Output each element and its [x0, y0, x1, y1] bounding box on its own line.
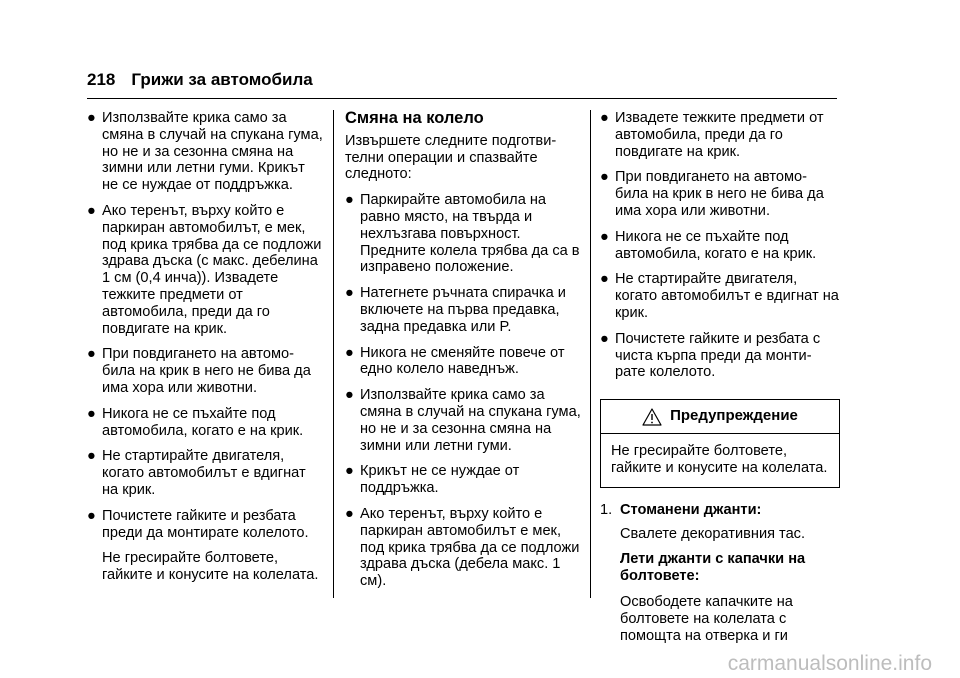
bullet-icon: ● — [600, 271, 609, 288]
list-item: ● Почистете гайките и резбата с чиста кърпа преди да монти‐ рате колелото. — [600, 330, 821, 381]
list-item: ● Никога не се пъхайте под автомобила, когато е на крик. — [87, 405, 304, 439]
warning-triangle-icon — [642, 408, 662, 426]
list-item: ● Извадете тежките предмети от автомобила, преди да го повдигате на крик. — [600, 110, 824, 160]
page-header — [87, 70, 313, 90]
watermark: carmanualsonline.info — [727, 652, 932, 675]
column-divider-left — [333, 110, 334, 598]
bullet-icon: ● — [87, 507, 96, 524]
list-item: ● При повдигането на автомо‐ била на крик в него не бива да има хора или животни. — [87, 346, 311, 396]
page-title: Грижи за автомобила — [131, 70, 313, 89]
bullet-icon: ● — [345, 192, 354, 209]
bullet-icon: ● — [600, 228, 609, 245]
list-item: ● Никога не сменяйте повече от едно колело наведнъж. — [345, 344, 565, 378]
bullet-icon: ● — [87, 110, 96, 126]
list-item: ● Натегнете ръчната спирачка и включете на първа предавка, задна предавка или P. — [345, 285, 566, 335]
warning-box — [600, 399, 840, 488]
bullet-icon: ● — [600, 330, 609, 347]
list-item: ● Не стартирайте двигателя, когато автомобилът е вдигнат на крик. — [87, 448, 306, 498]
closing-paragraph: Не гресирайте болтовете, гайките и конусите на колелата. — [102, 550, 319, 584]
column-middle — [345, 110, 581, 599]
list-item: ● Никога не се пъхайте под автомобила, когато е на крик. — [600, 228, 817, 262]
step-item — [600, 502, 840, 519]
list-item: ● Използвайте крика само за смяна в случай на спукана гума, но не и за сезонна смяна на зимни или летни гуми. Крикът не се нуждае от поддръжка. — [87, 110, 323, 194]
list-item: ● Ако теренът, върху който е паркиран автомобилът е мек, под крика трябва да се подложи здрава дъска (дебела макс. 1 см). — [345, 505, 580, 590]
column-divider-right — [590, 110, 591, 598]
intro-paragraph: Извършете следните подготви‐ телни операции и спазвайте следното: — [345, 132, 557, 183]
page-number: 218 — [87, 70, 116, 89]
section-title: Смяна на колело — [345, 109, 484, 127]
step-subtitle: Лети джанти с капачки на болтовете: — [620, 551, 806, 585]
list-item: ● Паркирайте автомобила на равно място, на твърда и нехлъзгава повърхност. Предните колела трябва да са в изправено положение. — [345, 192, 580, 276]
step-number: 1. — [600, 501, 613, 518]
bullet-icon: ● — [345, 505, 354, 522]
header-rule — [87, 98, 837, 99]
step-text: Освободете капачките на болтовете на колелата с помощта на отверка и ги — [620, 593, 793, 644]
list-item: ● Почистете гайките и резбата преди да монтирате колелото. — [87, 507, 309, 541]
list-item: ● Крикът не се нуждае от поддръжка. — [345, 463, 520, 497]
warning-header — [601, 400, 839, 434]
bullet-icon: ● — [87, 202, 96, 219]
bullet-icon: ● — [345, 344, 354, 361]
bullet-icon: ● — [87, 448, 96, 465]
list-item: ● Ако теренът, върху който е паркиран автомобилът, е мек, под крика трябва да се подложи здрава дъска (с макс. дебелина 1 см (0,4 инча)). Извадете тежките предмети от автомобила, преди да го повдигате на крик. — [87, 202, 322, 337]
bullet-icon: ● — [600, 110, 609, 126]
warning-text: Не гресирайте болтовете, гайките и конусите на колелата. — [611, 443, 828, 476]
bullet-icon: ● — [345, 387, 354, 404]
bullet-icon: ● — [87, 346, 96, 363]
step-text: Свалете декоративния тас. — [620, 525, 806, 542]
bullet-icon: ● — [600, 169, 609, 186]
column-left — [87, 110, 323, 593]
bullet-icon: ● — [87, 405, 96, 422]
list-item: ● Използвайте крика само за смяна в случай на спукана гума, но не и за сезонна смяна на зимни или летни гуми. — [345, 387, 581, 454]
list-item: ● Не стартирайте двигателя, когато автомобилът е вдигнат на крик. — [600, 271, 839, 321]
column-right — [600, 110, 840, 653]
list-item: ● При повдигането на автомо‐ била на крик в него не бива да има хора или животни. — [600, 169, 824, 219]
bullet-icon: ● — [345, 463, 354, 480]
step-title: Стоманени джанти: — [620, 501, 762, 518]
bullet-icon: ● — [345, 285, 354, 302]
warning-title: Предупреждение — [670, 407, 798, 425]
